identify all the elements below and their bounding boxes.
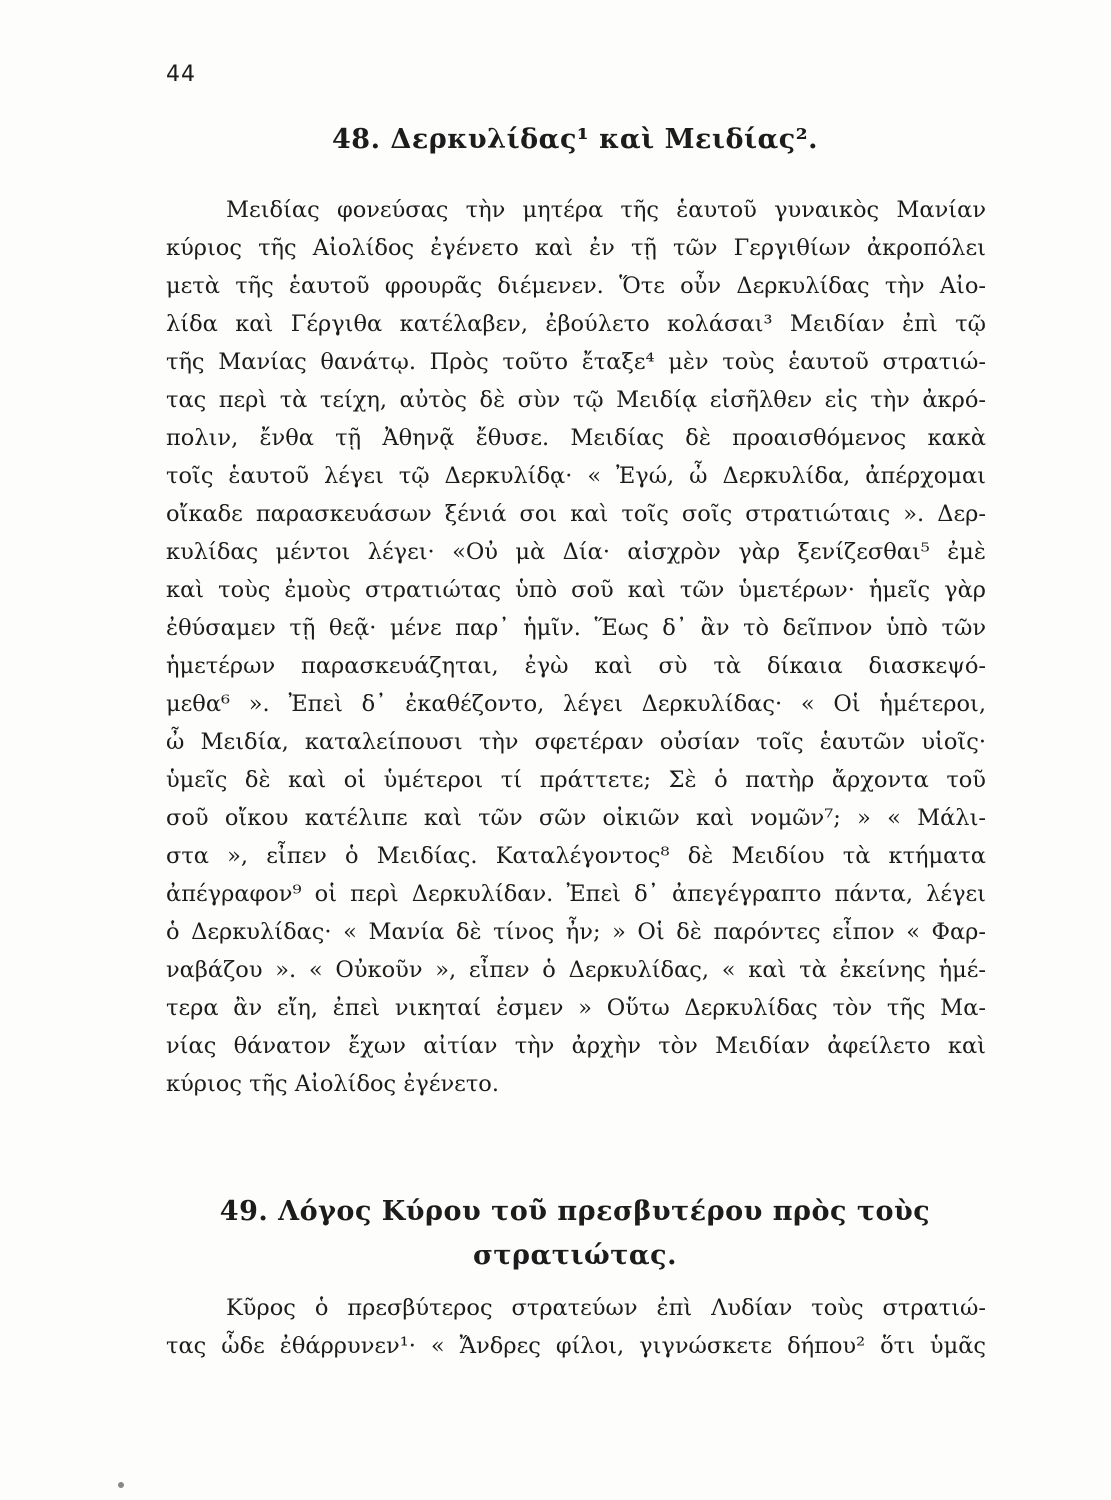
text-line: σοῦ οἴκου κατέλιπε καὶ τῶν σῶν οἰκιῶν καὶ νομῶν⁷; » « Μάλι-: [166, 805, 986, 831]
text-line: ἡμετέρων παρασκευάζηται, ἐγὼ καὶ σὺ τὰ δίκαια διασκεψό-: [166, 653, 986, 679]
text-line: κύριος τῆς Αἰολίδος ἐγένετο καὶ ἐν τῇ τῶν Γεργιθίων ἀκροπόλει: [166, 235, 986, 261]
text-line: Κῦρος ὁ πρεσβύτερος στρατεύων ἐπὶ Λυδίαν τοὺς στρατιώ-: [226, 1295, 986, 1321]
text-line: ὦ Μειδία, καταλείπουσι τὴν σφετέραν οὐσίαν τοῖς ἑαυτῶν υἱοῖς·: [166, 729, 986, 755]
text-line: τῆς Μανίας θανάτῳ. Πρὸς τοῦτο ἔταξε⁴ μὲν τοὺς ἑαυτοῦ στρατιώ-: [166, 349, 986, 375]
text-line: ὑμεῖς δὲ καὶ οἱ ὑμέτεροι τί πράττετε; Σὲ ὁ πατὴρ ἄρχοντα τοῦ: [166, 767, 986, 793]
text-line: τοῖς ἑαυτοῦ λέγει τῷ Δερκυλίδᾳ· « Ἐγώ, ὦ Δερκυλίδα, ἀπέρχομαι: [166, 463, 986, 489]
text-line: τερα ἂν εἴη, ἐπεὶ νικηταί ἐσμεν » Οὕτω Δερκυλίδας τὸν τῆς Μα-: [166, 995, 986, 1021]
text-line: ἀπέγραφον⁹ οἱ περὶ Δερκυλίδαν. Ἐπεὶ δ᾽ ἀπεγέγραπτο πάντα, λέγει: [166, 881, 986, 907]
text-line: οἴκαδε παρασκευάσων ξένιά σοι καὶ τοῖς σοῖς στρατιώταις ». Δερ-: [166, 501, 986, 527]
section-heading-49: [40, 1190, 1110, 1278]
section-heading-49-line1: 49. Λόγος Κύρου τοῦ πρεσβυτέρου πρὸς τοὺς: [219, 1196, 931, 1227]
text-line: ὁ Δερκυλίδας· « Μανία δὲ τίνος ἦν; » Οἱ δὲ παρόντες εἶπον « Φαρ-: [166, 919, 986, 945]
text-line: μετὰ τῆς ἑαυτοῦ φρουρᾶς διέμενεν. Ὅτε οὖν Δερκυλίδας τὴν Αἰο-: [166, 273, 986, 299]
text-line: πολιν, ἔνθα τῇ Ἀθηνᾷ ἔθυσε. Μειδίας δὲ προαισθόμενος κακὰ: [166, 425, 986, 451]
text-line: Μειδίας φονεύσας τὴν μητέρα τῆς ἑαυτοῦ γυναικὸς Μανίαν: [226, 197, 986, 223]
text-line: νίας θάνατον ἔχων αἰτίαν τὴν ἀρχὴν τὸν Μειδίαν ἀφείλετο καὶ: [166, 1033, 986, 1059]
text-line: μεθα⁶ ». Ἐπεὶ δ᾽ ἐκαθέζοντο, λέγει Δερκυλίδας· « Οἱ ἡμέτεροι,: [166, 691, 986, 717]
text-line: καὶ τοὺς ἐμοὺς στρατιώτας ὑπὸ σοῦ καὶ τῶν ὑμετέρων· ἡμεῖς γὰρ: [166, 577, 986, 603]
text-line: ἐθύσαμεν τῇ θεᾷ· μένε παρ᾽ ἡμῖν. Ἕως δ᾽ ἂν τὸ δεῖπνον ὑπὸ τῶν: [166, 615, 986, 641]
text-line: ναβάζου ». « Οὐκοῦν », εἶπεν ὁ Δερκυλίδας, « καὶ τὰ ἐκείνης ἡμέ-: [166, 957, 986, 983]
text-line: τας ὧδε ἐθάρρυνεν¹· « Ἄνδρες φίλοι, γιγνώσκετε δήπου² ὅτι ὑμᾶς: [166, 1333, 986, 1359]
text-line: στα », εἶπεν ὁ Μειδίας. Καταλέγοντος⁸ δὲ Μειδίου τὰ κτήματα: [166, 843, 986, 869]
text-line: λίδα καὶ Γέργιθα κατέλαβεν, ἐβούλετο κολάσαι³ Μειδίαν ἐπὶ τῷ: [166, 311, 986, 337]
text-line: κύριος τῆς Αἰολίδος ἐγένετο.: [166, 1071, 499, 1097]
text-line: κυλίδας μέντοι λέγει· «Οὐ μὰ Δία· αἰσχρὸν γὰρ ξενίζεσθαι⁵ ἐμὲ: [166, 539, 986, 565]
page-number: 44: [166, 62, 196, 87]
section-heading-49-line2: στρατιώτας.: [472, 1240, 678, 1271]
section-heading-48: 48. Δερκυλίδας¹ καὶ Μειδίας².: [332, 124, 818, 155]
paper-speck: [118, 1482, 124, 1488]
text-line: τας περὶ τὰ τείχη, αὐτὸς δὲ σὺν τῷ Μειδίᾳ εἰσῆλθεν εἰς τὴν ἀκρό-: [166, 387, 986, 413]
